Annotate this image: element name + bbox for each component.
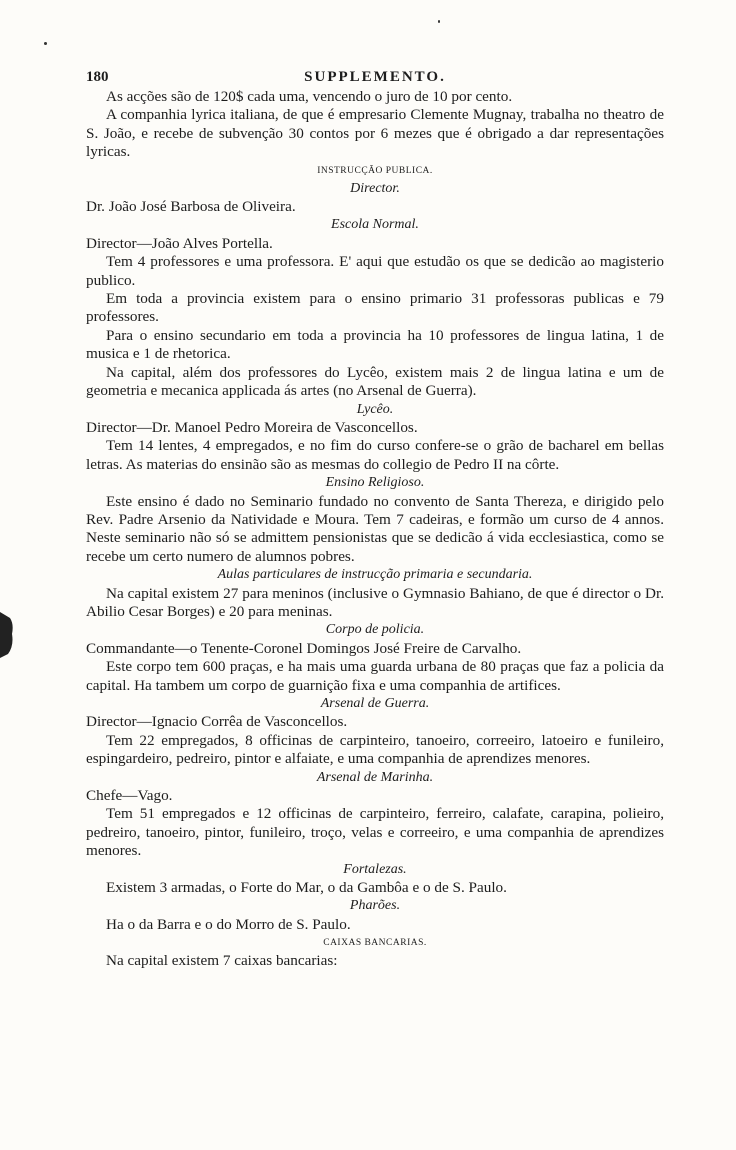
text-line: Director—João Alves Portella. <box>86 234 273 252</box>
document-page <box>86 64 664 971</box>
section-heading: CAIXAS BANCARIAS. <box>323 938 427 949</box>
subsection-heading: Arsenal de Guerra. <box>320 696 430 711</box>
text-line: Director—Ignacio Corrêa de Vasconcellos. <box>86 713 348 731</box>
text-line: Commandante—o Tenente-Coronel Domingos José Freire de Carvalho. <box>86 639 522 657</box>
text-line: Chefe—Vago. <box>86 787 173 805</box>
subsection-heading: Aulas particulares de instrucção primaria e secundaria. <box>217 567 533 583</box>
page-number: 180 <box>86 69 109 85</box>
paragraph: Existem 3 armadas, o Forte do Mar, o da Gambôa e o de S. Paulo. <box>106 879 507 897</box>
subsection-heading: Lycêo. <box>356 401 394 417</box>
speck <box>438 20 440 23</box>
paragraph: Na capital existem 7 caixas bancarias: <box>106 952 338 970</box>
paragraph: A companhia lyrica italiana, de que é empresario Clemente Mugnay, trabalha no theatro de S. João, e recebe de subvenção 30 contos por 6 mezes que é obrigado a dar representações lyricas. <box>86 106 664 161</box>
paragraph: Na capital, além dos professores do Lycêo, existem mais 2 de lingua latina e um de geometria e mecanica applicada ás artes (no Arsenal de Guerra). <box>86 363 664 400</box>
paragraph: Tem 14 lentes, 4 empregados, e no fim do curso confere-se o grão de bacharel em bellas letras. As materias do ensinão são as mesmas do collegio de Pedro II na côrte. <box>86 437 664 473</box>
section-heading: INSTRUCÇÃO PUBLICA. <box>317 165 433 176</box>
paragraph: Este ensino é dado no Seminario fundado no convento de Santa Thereza, e dirigido pelo Rev. Padre Arsenio da Natividade e Moura. Tem 7 cadeiras, e formão um curso de 4 annos. Neste seminario não só se admittem pensionistas que se dedicão á vida ecclesiastica, como se recebe um certo numero de alumnos pobres. <box>86 492 664 565</box>
paragraph: Este corpo tem 600 praças, e ha mais uma guarda urbana de 80 praças que faz a policia da capital. Ha tambem um corpo de guarnição fixa e uma companhia de artifices. <box>86 658 664 694</box>
subsection-heading: Corpo de policia. <box>325 622 425 638</box>
paragraph: Tem 51 empregados e 12 officinas de carpinteiro, ferreiro, calafate, carapina, polieiro, pedreiro, tanoeiro, pintor, funileiro, troço, velas e correeiro, e uma companhia de aprendizes menores. <box>86 805 664 860</box>
paragraph: Em toda a provincia existem para o ensino primario 31 professoras publicas e 79 professores. <box>86 290 664 326</box>
paragraph: Para o ensino secundario em toda a provincia ha 10 professores de lingua latina, 1 de musica e 1 de rhetorica. <box>86 326 664 363</box>
subsection-heading: Fortalezas. <box>343 861 407 877</box>
paragraph: Na capital existem 27 para meninos (inclusive o Gymnasio Bahiano, de que é director o Dr. Abilio Cesar Borges) e 20 para meninas. <box>86 584 664 620</box>
paragraph: Tem 22 empregados, 8 officinas de carpinteiro, tanoeiro, correeiro, latoeiro e funileiro, espingardeiro, pedreiro, pintor e alfaiate, e uma companhia de aprendizes menores. <box>86 731 664 768</box>
subsection-heading: Escola Normal. <box>331 217 419 233</box>
paragraph: Ha o da Barra e o do Morro de S. Paulo. <box>106 915 351 933</box>
subsection-heading: Director. <box>350 180 400 196</box>
subsection-heading: Ensino Religioso. <box>325 475 425 491</box>
subsection-heading: Arsenal de Marinha. <box>316 769 434 785</box>
subsection-heading: Pharões. <box>349 898 401 914</box>
paragraph: Tem 4 professores e uma professora. E' aqui que estudão os que se dedicão ao magisterio publico. <box>86 253 664 289</box>
speck <box>44 42 47 45</box>
text-line: Director—Dr. Manoel Pedro Moreira de Vasconcellos. <box>86 418 418 436</box>
paragraph: As acções são de 120$ cada uma, vencendo o juro de 10 por cento. <box>106 88 513 105</box>
page-header <box>86 64 664 88</box>
body-text <box>86 88 664 971</box>
page-edge-shadow <box>0 612 14 658</box>
text-line: Dr. João José Barbosa de Oliveira. <box>86 198 296 216</box>
running-head: SUPPLEMENTO. <box>304 69 446 85</box>
